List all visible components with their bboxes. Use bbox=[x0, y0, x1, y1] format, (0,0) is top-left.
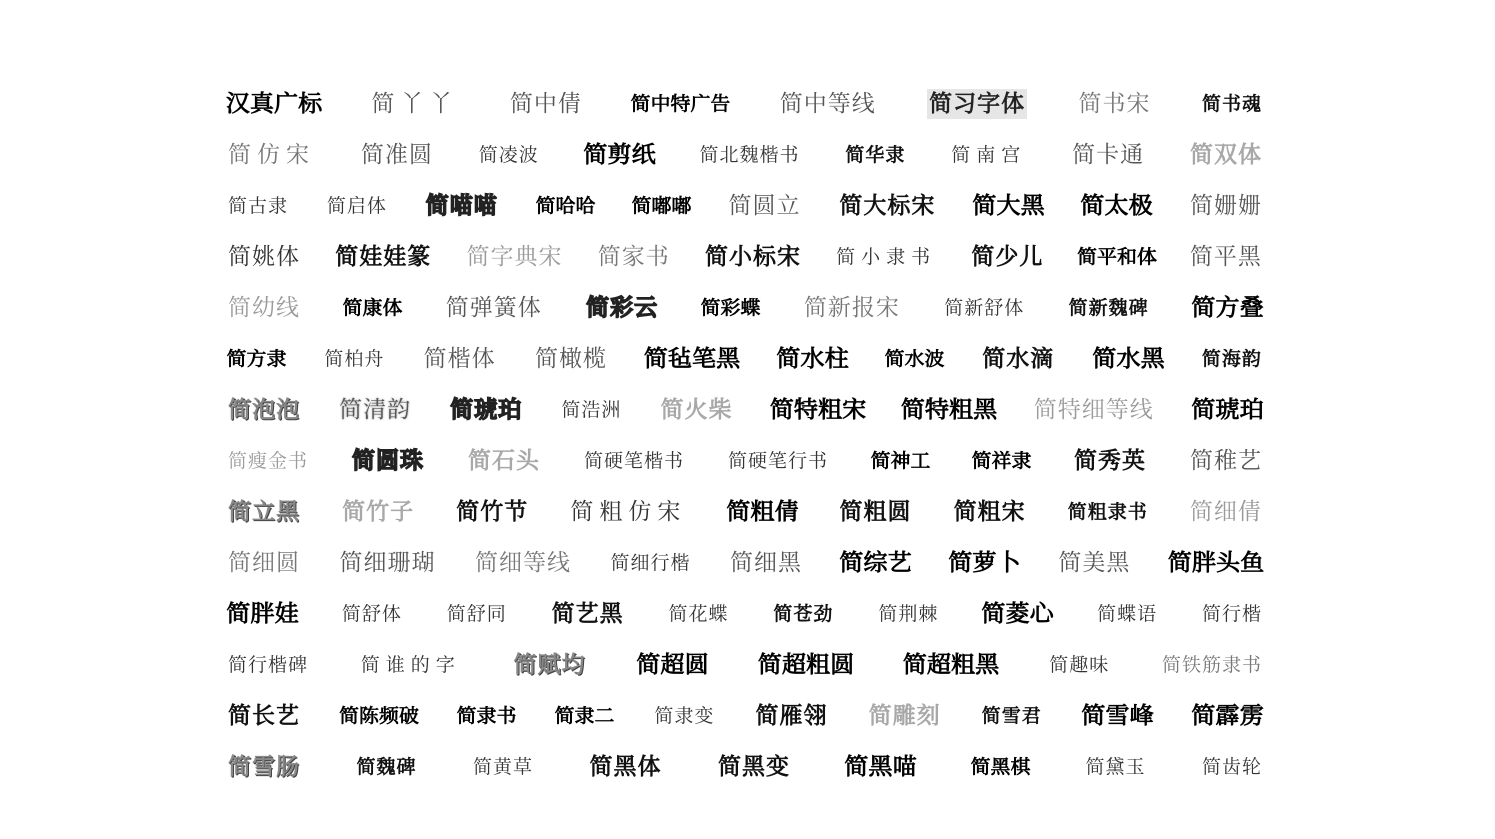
font-name-sample: 简家书 bbox=[597, 243, 670, 270]
font-name-sample: 简长艺 bbox=[228, 702, 300, 729]
font-name-sample: 简彩云 bbox=[586, 294, 659, 321]
font-row bbox=[228, 741, 1262, 792]
font-name-sample: 简苍劲 bbox=[773, 602, 834, 625]
font-row bbox=[228, 588, 1262, 639]
font-name-sample: 简竹节 bbox=[456, 498, 529, 525]
font-name-sample: 简粗隶书 bbox=[1067, 500, 1148, 523]
font-name-sample: 简美黑 bbox=[1058, 549, 1131, 576]
font-name-sample: 简隶二 bbox=[554, 704, 615, 727]
font-name-sample: 简黑变 bbox=[717, 753, 790, 780]
font-name-sample: 简哈哈 bbox=[535, 194, 596, 217]
font-row bbox=[228, 180, 1262, 231]
font-name-sample: 简隶书 bbox=[456, 704, 517, 727]
font-name-sample: 简超粗黑 bbox=[902, 651, 999, 678]
font-name-sample: 简粗圆 bbox=[839, 498, 912, 525]
font-name-sample: 简方隶 bbox=[226, 347, 287, 370]
font-name-sample: 简雁翎 bbox=[755, 701, 828, 729]
font-name-sample: 简艺黑 bbox=[551, 600, 624, 627]
font-name-sample: 简黑棋 bbox=[970, 755, 1031, 778]
font-name-sample: 简丫丫 bbox=[371, 90, 459, 117]
font-name-sample: 简南宫 bbox=[951, 143, 1027, 166]
font-name-sample: 简趣味 bbox=[1049, 653, 1110, 676]
font-name-sample: 简凌波 bbox=[478, 143, 539, 166]
font-row bbox=[225, 78, 1262, 129]
font-name-sample: 简新魏碑 bbox=[1068, 296, 1149, 319]
font-name-sample: 简超圆 bbox=[636, 651, 709, 678]
font-name-sample: 简舒体 bbox=[341, 602, 402, 625]
font-name-sample: 简细等线 bbox=[474, 549, 571, 576]
font-row bbox=[228, 537, 1265, 588]
font-name-sample: 简粗倩 bbox=[726, 498, 800, 525]
font-name-sample: 简稚艺 bbox=[1189, 447, 1262, 474]
font-name-sample: 简舒同 bbox=[446, 602, 507, 625]
font-name-sample: 简黛玉 bbox=[1085, 755, 1146, 778]
font-name-sample: 简雪肠 bbox=[228, 753, 300, 780]
font-name-sample: 简古隶 bbox=[228, 194, 289, 217]
font-name-sample: 简粗宋 bbox=[953, 497, 1026, 525]
font-name-sample: 简立黑 bbox=[228, 498, 300, 525]
font-name-sample: 简水波 bbox=[884, 347, 945, 370]
font-name-sample: 简双体 bbox=[1189, 141, 1262, 168]
font-name-sample: 简特粗宋 bbox=[769, 396, 866, 423]
font-name-sample: 简仿宋 bbox=[228, 141, 315, 168]
font-name-sample: 简综艺 bbox=[839, 549, 913, 576]
font-name-sample: 简蝶语 bbox=[1097, 602, 1158, 625]
font-name-sample: 简剪纸 bbox=[582, 141, 656, 168]
font-name-sample: 简细倩 bbox=[1189, 498, 1262, 525]
font-name-sample: 简齿轮 bbox=[1201, 755, 1262, 778]
font-name-sample: 简姚体 bbox=[228, 243, 300, 270]
font-name-sample: 简楷体 bbox=[423, 345, 496, 372]
font-name-sample: 简圆珠 bbox=[352, 447, 424, 474]
font-name-sample: 简赋均 bbox=[513, 651, 586, 678]
font-name-sample: 简字典宋 bbox=[466, 243, 563, 270]
font-name-sample: 简魏碑 bbox=[356, 755, 417, 778]
font-name-sample: 简萝卜 bbox=[948, 549, 1021, 576]
font-name-sample: 简行楷碑 bbox=[228, 653, 309, 676]
font-name-grid bbox=[225, 78, 1265, 792]
font-name-sample: 简启体 bbox=[326, 194, 387, 217]
font-name-sample: 简中倩 bbox=[509, 90, 582, 117]
font-name-sample: 简铁筋隶书 bbox=[1161, 653, 1262, 676]
font-name-sample: 简火柴 bbox=[660, 396, 733, 423]
font-name-sample: 简圆立 bbox=[728, 192, 801, 219]
font-name-sample: 简陈频破 bbox=[339, 704, 420, 727]
font-name-sample: 简琥珀 bbox=[450, 396, 523, 423]
font-name-sample: 简菱心 bbox=[981, 600, 1054, 627]
font-name-sample: 简特细等线 bbox=[1033, 396, 1154, 423]
font-name-sample: 简新舒体 bbox=[944, 296, 1025, 319]
font-name-sample: 简超粗圆 bbox=[757, 651, 855, 678]
font-name-sample: 简北魏楷书 bbox=[699, 143, 800, 166]
font-name-sample: 简书魂 bbox=[1201, 92, 1262, 115]
font-name-sample: 简雕刻 bbox=[868, 702, 941, 729]
font-name-sample: 简胖头鱼 bbox=[1167, 549, 1265, 576]
font-name-sample: 简黄草 bbox=[472, 755, 533, 778]
font-name-sample: 简习字体 bbox=[929, 90, 1026, 117]
font-name-sample: 简谁的字 bbox=[360, 653, 461, 676]
font-name-sample: 简橄榄 bbox=[534, 345, 607, 372]
font-name-sample: 简新报宋 bbox=[803, 294, 900, 321]
font-name-sample: 简隶变 bbox=[654, 704, 715, 727]
font-name-sample: 简水滴 bbox=[982, 345, 1055, 372]
font-name-sample: 简喵喵 bbox=[425, 192, 498, 219]
font-name-sample: 简细行楷 bbox=[610, 551, 691, 574]
font-name-sample: 简嘟嘟 bbox=[631, 194, 691, 217]
font-name-sample: 简中特广告 bbox=[630, 92, 731, 115]
font-name-sample: 简娃娃篆 bbox=[335, 242, 432, 270]
font-name-sample: 简大黑 bbox=[972, 192, 1045, 219]
font-name-sample: 简神工 bbox=[870, 449, 931, 472]
font-row bbox=[228, 486, 1262, 537]
font-name-sample: 简姗姗 bbox=[1189, 192, 1262, 219]
font-row bbox=[228, 231, 1262, 282]
font-name-sample: 简中等线 bbox=[779, 90, 876, 117]
font-name-sample: 简清韵 bbox=[339, 396, 412, 423]
font-name-sample: 简少儿 bbox=[971, 243, 1044, 270]
font-name-sample: 简石头 bbox=[467, 447, 540, 474]
font-row bbox=[228, 282, 1262, 333]
font-name-sample: 简霹雳 bbox=[1191, 702, 1264, 729]
font-name-sample: 简细黑 bbox=[729, 549, 802, 576]
font-name-sample: 简毡笔黑 bbox=[643, 345, 741, 372]
font-name-sample: 简水黑 bbox=[1091, 345, 1165, 372]
font-name-sample: 简特粗黑 bbox=[900, 396, 997, 423]
font-row bbox=[228, 129, 1262, 180]
font-name-sample: 简浩洲 bbox=[561, 398, 622, 421]
font-name-sample: 简幼线 bbox=[228, 294, 300, 321]
font-name-sample: 简粗仿宋 bbox=[570, 498, 687, 525]
font-name-sample: 简雪君 bbox=[981, 704, 1042, 727]
font-name-sample: 简黑喵 bbox=[844, 753, 918, 780]
font-name-sample: 简硬笔楷书 bbox=[583, 449, 684, 472]
font-name-sample: 简准圆 bbox=[360, 141, 433, 168]
font-name-sample: 简华隶 bbox=[845, 143, 906, 166]
font-name-sample: 简弹簧体 bbox=[445, 294, 542, 321]
font-name-sample: 简小隶书 bbox=[836, 245, 937, 268]
font-row bbox=[228, 333, 1262, 384]
font-name-sample: 简细圆 bbox=[228, 549, 300, 576]
font-name-sample: 简竹子 bbox=[342, 498, 415, 525]
font-name-sample: 简行楷 bbox=[1201, 602, 1262, 625]
font-name-sample: 简水柱 bbox=[775, 345, 849, 372]
font-name-sample: 简小标宋 bbox=[704, 242, 801, 270]
font-name-sample: 简泡泡 bbox=[228, 396, 300, 423]
font-name-sample: 汉真广标 bbox=[225, 90, 323, 117]
font-row bbox=[228, 639, 1262, 690]
font-name-sample: 简平黑 bbox=[1189, 243, 1262, 270]
font-name-sample: 简柏舟 bbox=[324, 347, 385, 370]
font-name-sample: 简太极 bbox=[1080, 192, 1153, 219]
font-row bbox=[228, 384, 1262, 435]
font-name-sample: 简细珊瑚 bbox=[339, 549, 436, 576]
font-name-sample: 简平和体 bbox=[1076, 245, 1157, 268]
font-name-sample: 简秀英 bbox=[1073, 447, 1146, 474]
font-name-sample: 简书宋 bbox=[1078, 90, 1151, 117]
font-name-sample: 简康体 bbox=[342, 296, 403, 319]
font-name-sample: 简雪峰 bbox=[1081, 702, 1154, 729]
font-name-sample: 简方叠 bbox=[1191, 294, 1264, 321]
font-row bbox=[228, 690, 1262, 741]
font-row bbox=[228, 435, 1262, 486]
font-name-sample: 简大标宋 bbox=[839, 191, 936, 219]
font-name-sample: 简海韵 bbox=[1201, 347, 1262, 370]
font-name-sample: 简荆棘 bbox=[878, 602, 939, 625]
font-name-sample: 简彩蝶 bbox=[701, 296, 761, 319]
font-name-sample: 简卡通 bbox=[1072, 141, 1145, 168]
font-name-sample: 简琥珀 bbox=[1191, 396, 1264, 423]
font-name-sample: 简胖娃 bbox=[226, 600, 299, 627]
font-name-sample: 简祥隶 bbox=[971, 449, 1032, 472]
font-name-sample: 简黑体 bbox=[589, 753, 662, 780]
font-name-sample: 简花蝶 bbox=[668, 602, 729, 625]
font-name-sample: 简硬笔行书 bbox=[727, 449, 828, 472]
font-name-sample: 简瘦金书 bbox=[228, 449, 309, 472]
